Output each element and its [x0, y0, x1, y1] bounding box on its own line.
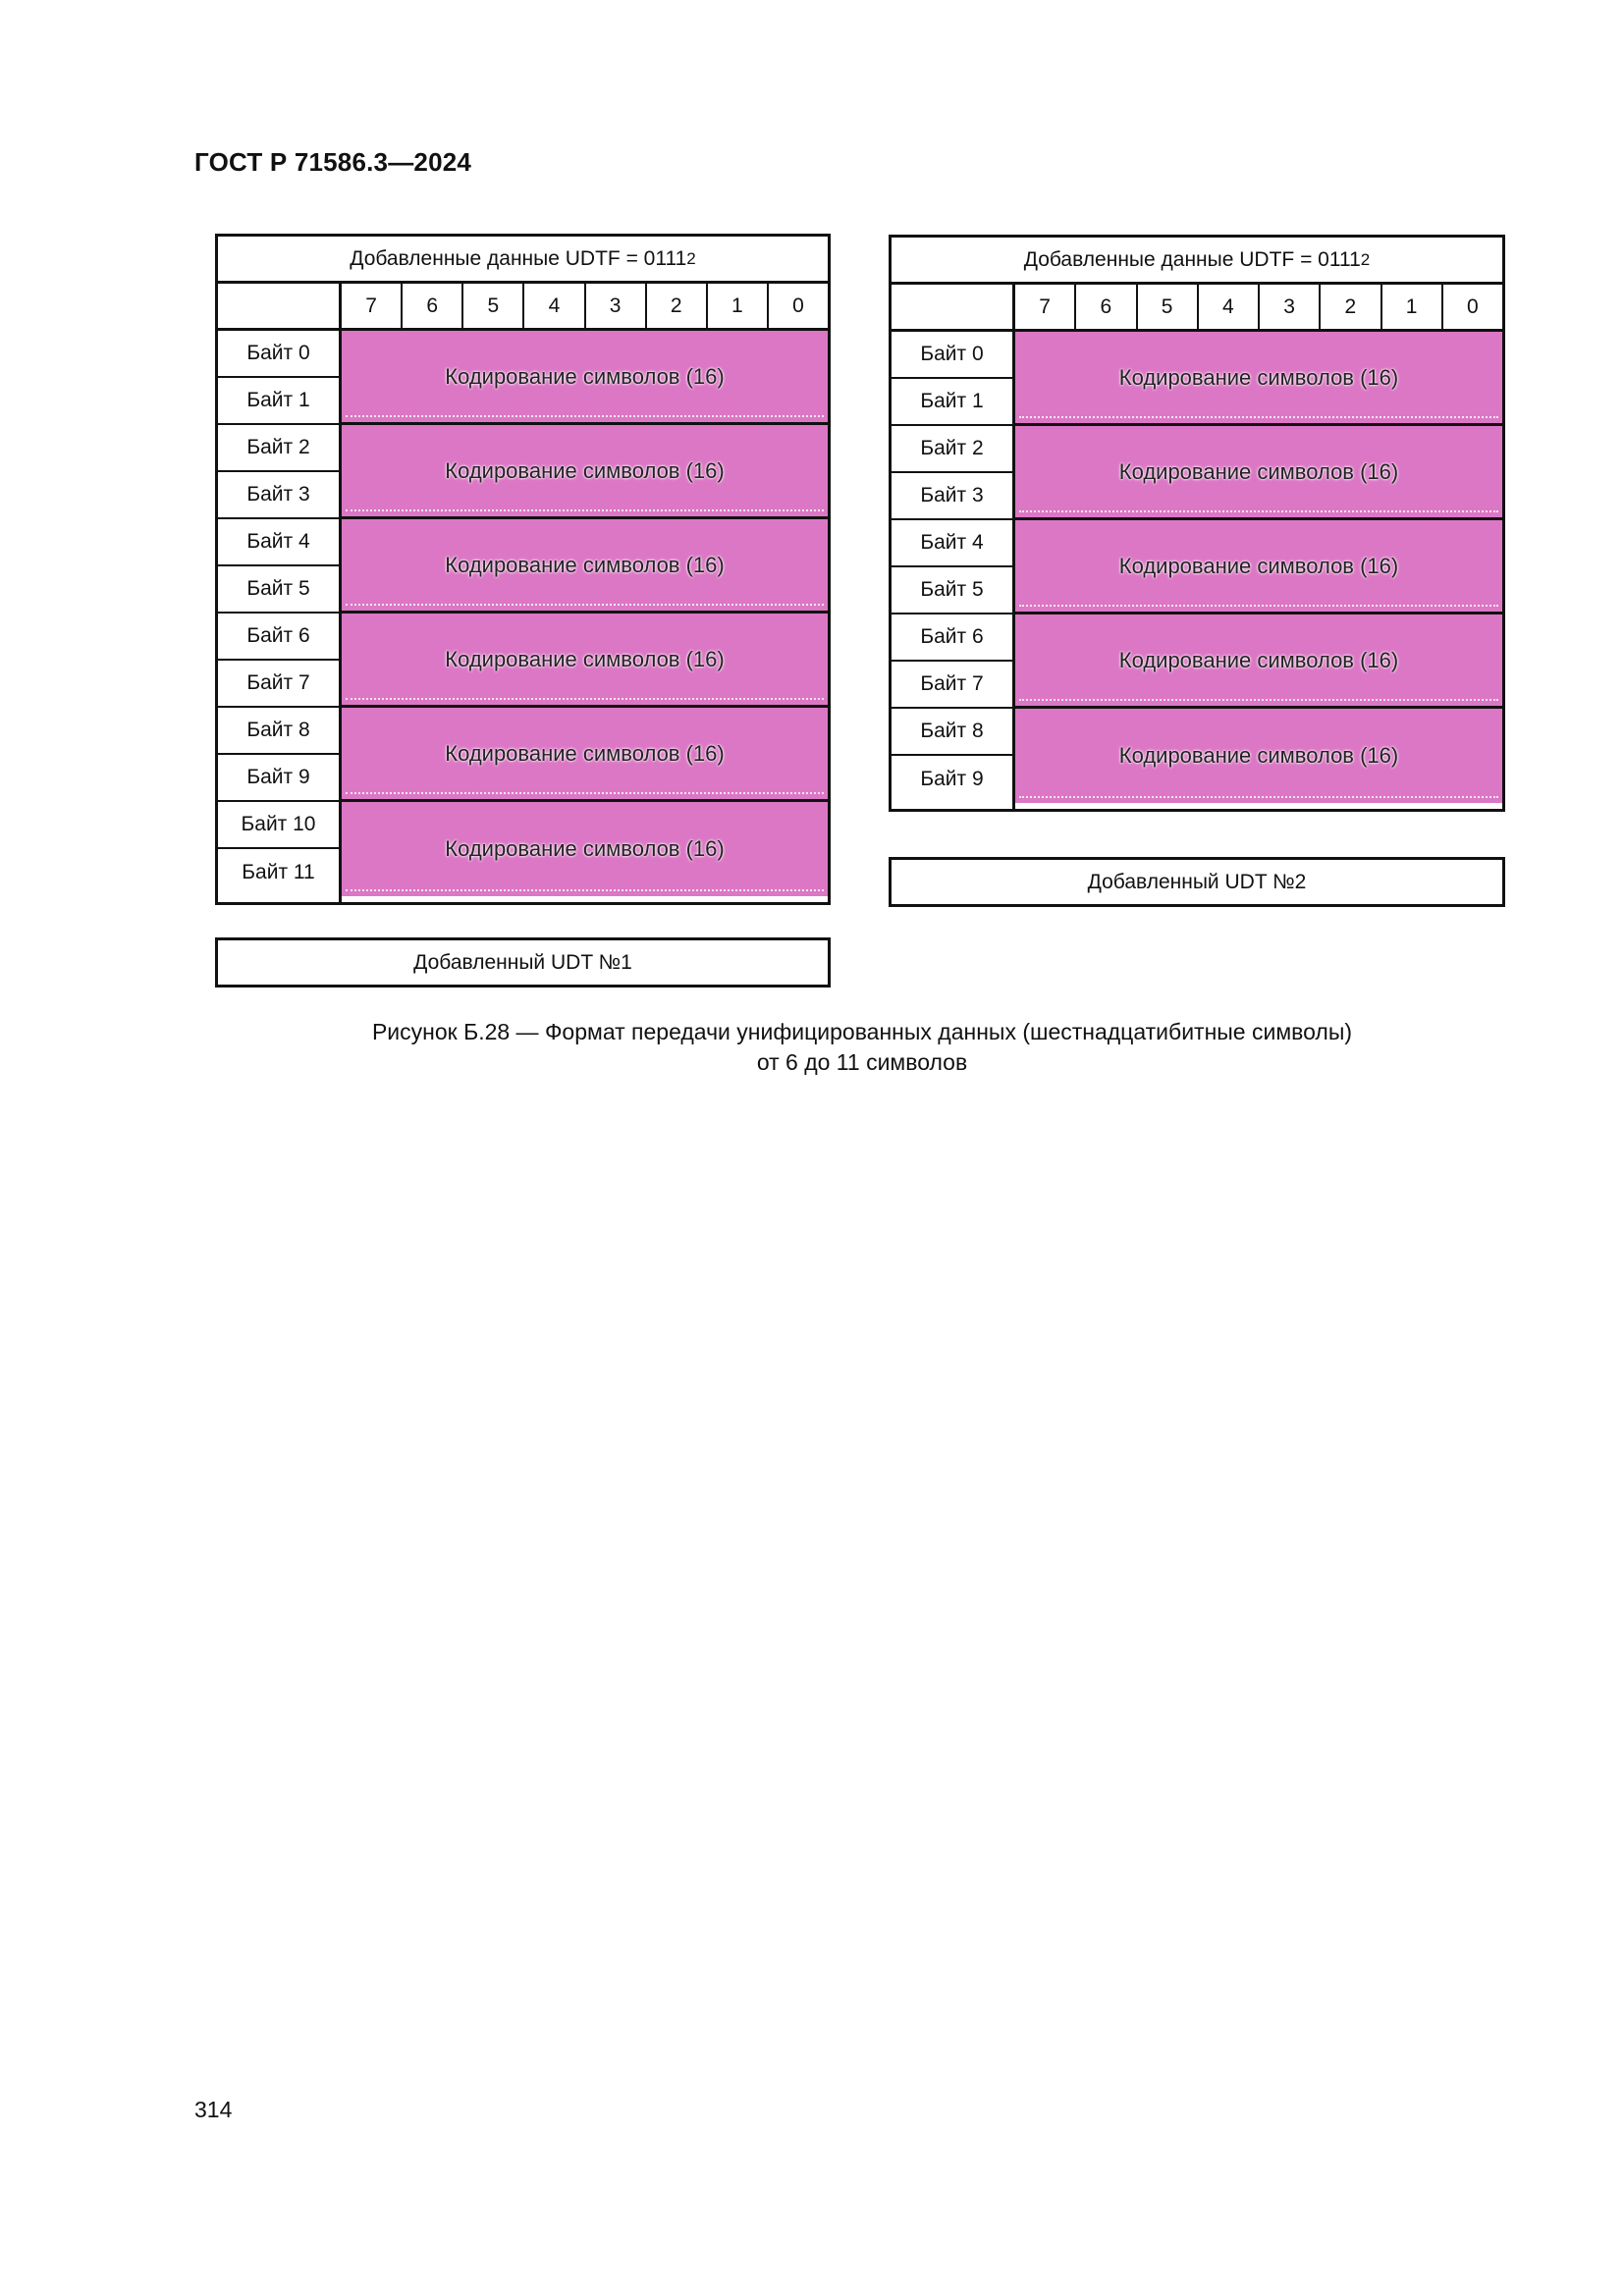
bit-cell: 3: [586, 284, 647, 328]
byte-label: Байт 7: [218, 661, 339, 708]
byte-label: Байт 5: [892, 567, 1012, 614]
byte-label: Байт 1: [218, 378, 339, 425]
udt-table-title: [892, 238, 1502, 285]
byte-label: Байт 6: [218, 614, 339, 661]
char-encoding-block: Кодирование символов (16): [1015, 332, 1502, 426]
bit-cell: 7: [342, 284, 403, 328]
bit-cell: 1: [708, 284, 769, 328]
document-standard-header: ГОСТ Р 71586.3—2024: [194, 147, 472, 177]
char-encoding-block: Кодирование символов (16): [1015, 709, 1502, 803]
figure-caption-line-1: Рисунок Б.28 — Формат передачи унифицированных данных (шестнадцатибитные символы): [371, 1019, 1353, 1044]
char-encoding-block: Кодирование символов (16): [1015, 520, 1502, 614]
bit-cell: 5: [1138, 285, 1199, 329]
byte-label: Байт 8: [218, 708, 339, 755]
bit-header-blank: [218, 284, 342, 328]
page-number: 314: [194, 2097, 233, 2122]
figure-caption-line-2: от 6 до 11 символов: [756, 1049, 968, 1075]
char-encoding-block: Кодирование символов (16): [1015, 614, 1502, 709]
char-encoding-block: Кодирование символов (16): [342, 425, 828, 519]
udt-table-2: [889, 235, 1505, 812]
byte-label: Байт 5: [218, 566, 339, 614]
char-encoding-block: Кодирование символов (16): [342, 708, 828, 802]
bit-cell: 2: [647, 284, 708, 328]
udtf-title-subscript: 2: [686, 248, 696, 268]
byte-label: Байт 7: [892, 662, 1012, 709]
byte-label: Байт 1: [892, 379, 1012, 426]
bit-cell: 0: [792, 294, 804, 317]
udt-table-1: [215, 234, 831, 905]
byte-label: Байт 8: [892, 709, 1012, 756]
byte-label-column: [892, 332, 1015, 809]
udt-footer-label-2: Добавленный UDT №2: [889, 857, 1505, 907]
byte-label: Байт 3: [892, 473, 1012, 520]
char-encoding-block: Кодирование символов (16): [342, 519, 828, 614]
udtf-title-text: Добавленные данные UDTF = 0111: [1023, 247, 1361, 271]
bit-header-row: [218, 284, 828, 331]
bit-cell: 6: [403, 284, 463, 328]
byte-label: Байт 11: [242, 861, 315, 883]
bit-cell: 4: [1199, 285, 1260, 329]
byte-label: Байт 2: [218, 425, 339, 472]
byte-label: Байт 2: [892, 426, 1012, 473]
encoding-column: [1015, 332, 1502, 809]
byte-label: Байт 0: [892, 332, 1012, 379]
byte-label: Байт 4: [892, 520, 1012, 567]
byte-label: Байт 9: [218, 755, 339, 802]
bit-cell: 1: [1382, 285, 1443, 329]
figure-caption: [194, 1017, 1530, 1078]
bit-cell: 7: [1015, 285, 1076, 329]
char-encoding-block: Кодирование символов (16): [342, 331, 828, 425]
bit-header-row: [892, 285, 1502, 332]
byte-label: Байт 6: [892, 614, 1012, 662]
bit-header-blank: [892, 285, 1015, 329]
udt-table-title: [218, 237, 828, 284]
byte-label: Байт 0: [218, 331, 339, 378]
bit-cell: 5: [463, 284, 524, 328]
byte-label: Байт 4: [218, 519, 339, 566]
bit-cell: 3: [1260, 285, 1321, 329]
byte-label-column: [218, 331, 342, 902]
udt-footer-label-1: Добавленный UDT №1: [215, 937, 831, 988]
char-encoding-block: Кодирование символов (16): [342, 802, 828, 896]
char-encoding-block: Кодирование символов (16): [342, 614, 828, 708]
bit-cell: 0: [1467, 294, 1479, 318]
udtf-title-text: Добавленные данные UDTF = 0111: [350, 246, 687, 270]
char-encoding-block: Кодирование символов (16): [1015, 426, 1502, 520]
byte-label: Байт 3: [218, 472, 339, 519]
byte-label: Байт 10: [218, 802, 339, 849]
bit-cell: 2: [1321, 285, 1381, 329]
udtf-title-subscript: 2: [1360, 249, 1371, 269]
bit-cell: 6: [1076, 285, 1137, 329]
bit-cell: 4: [524, 284, 585, 328]
byte-label: Байт 9: [920, 768, 984, 790]
encoding-column: [342, 331, 828, 902]
